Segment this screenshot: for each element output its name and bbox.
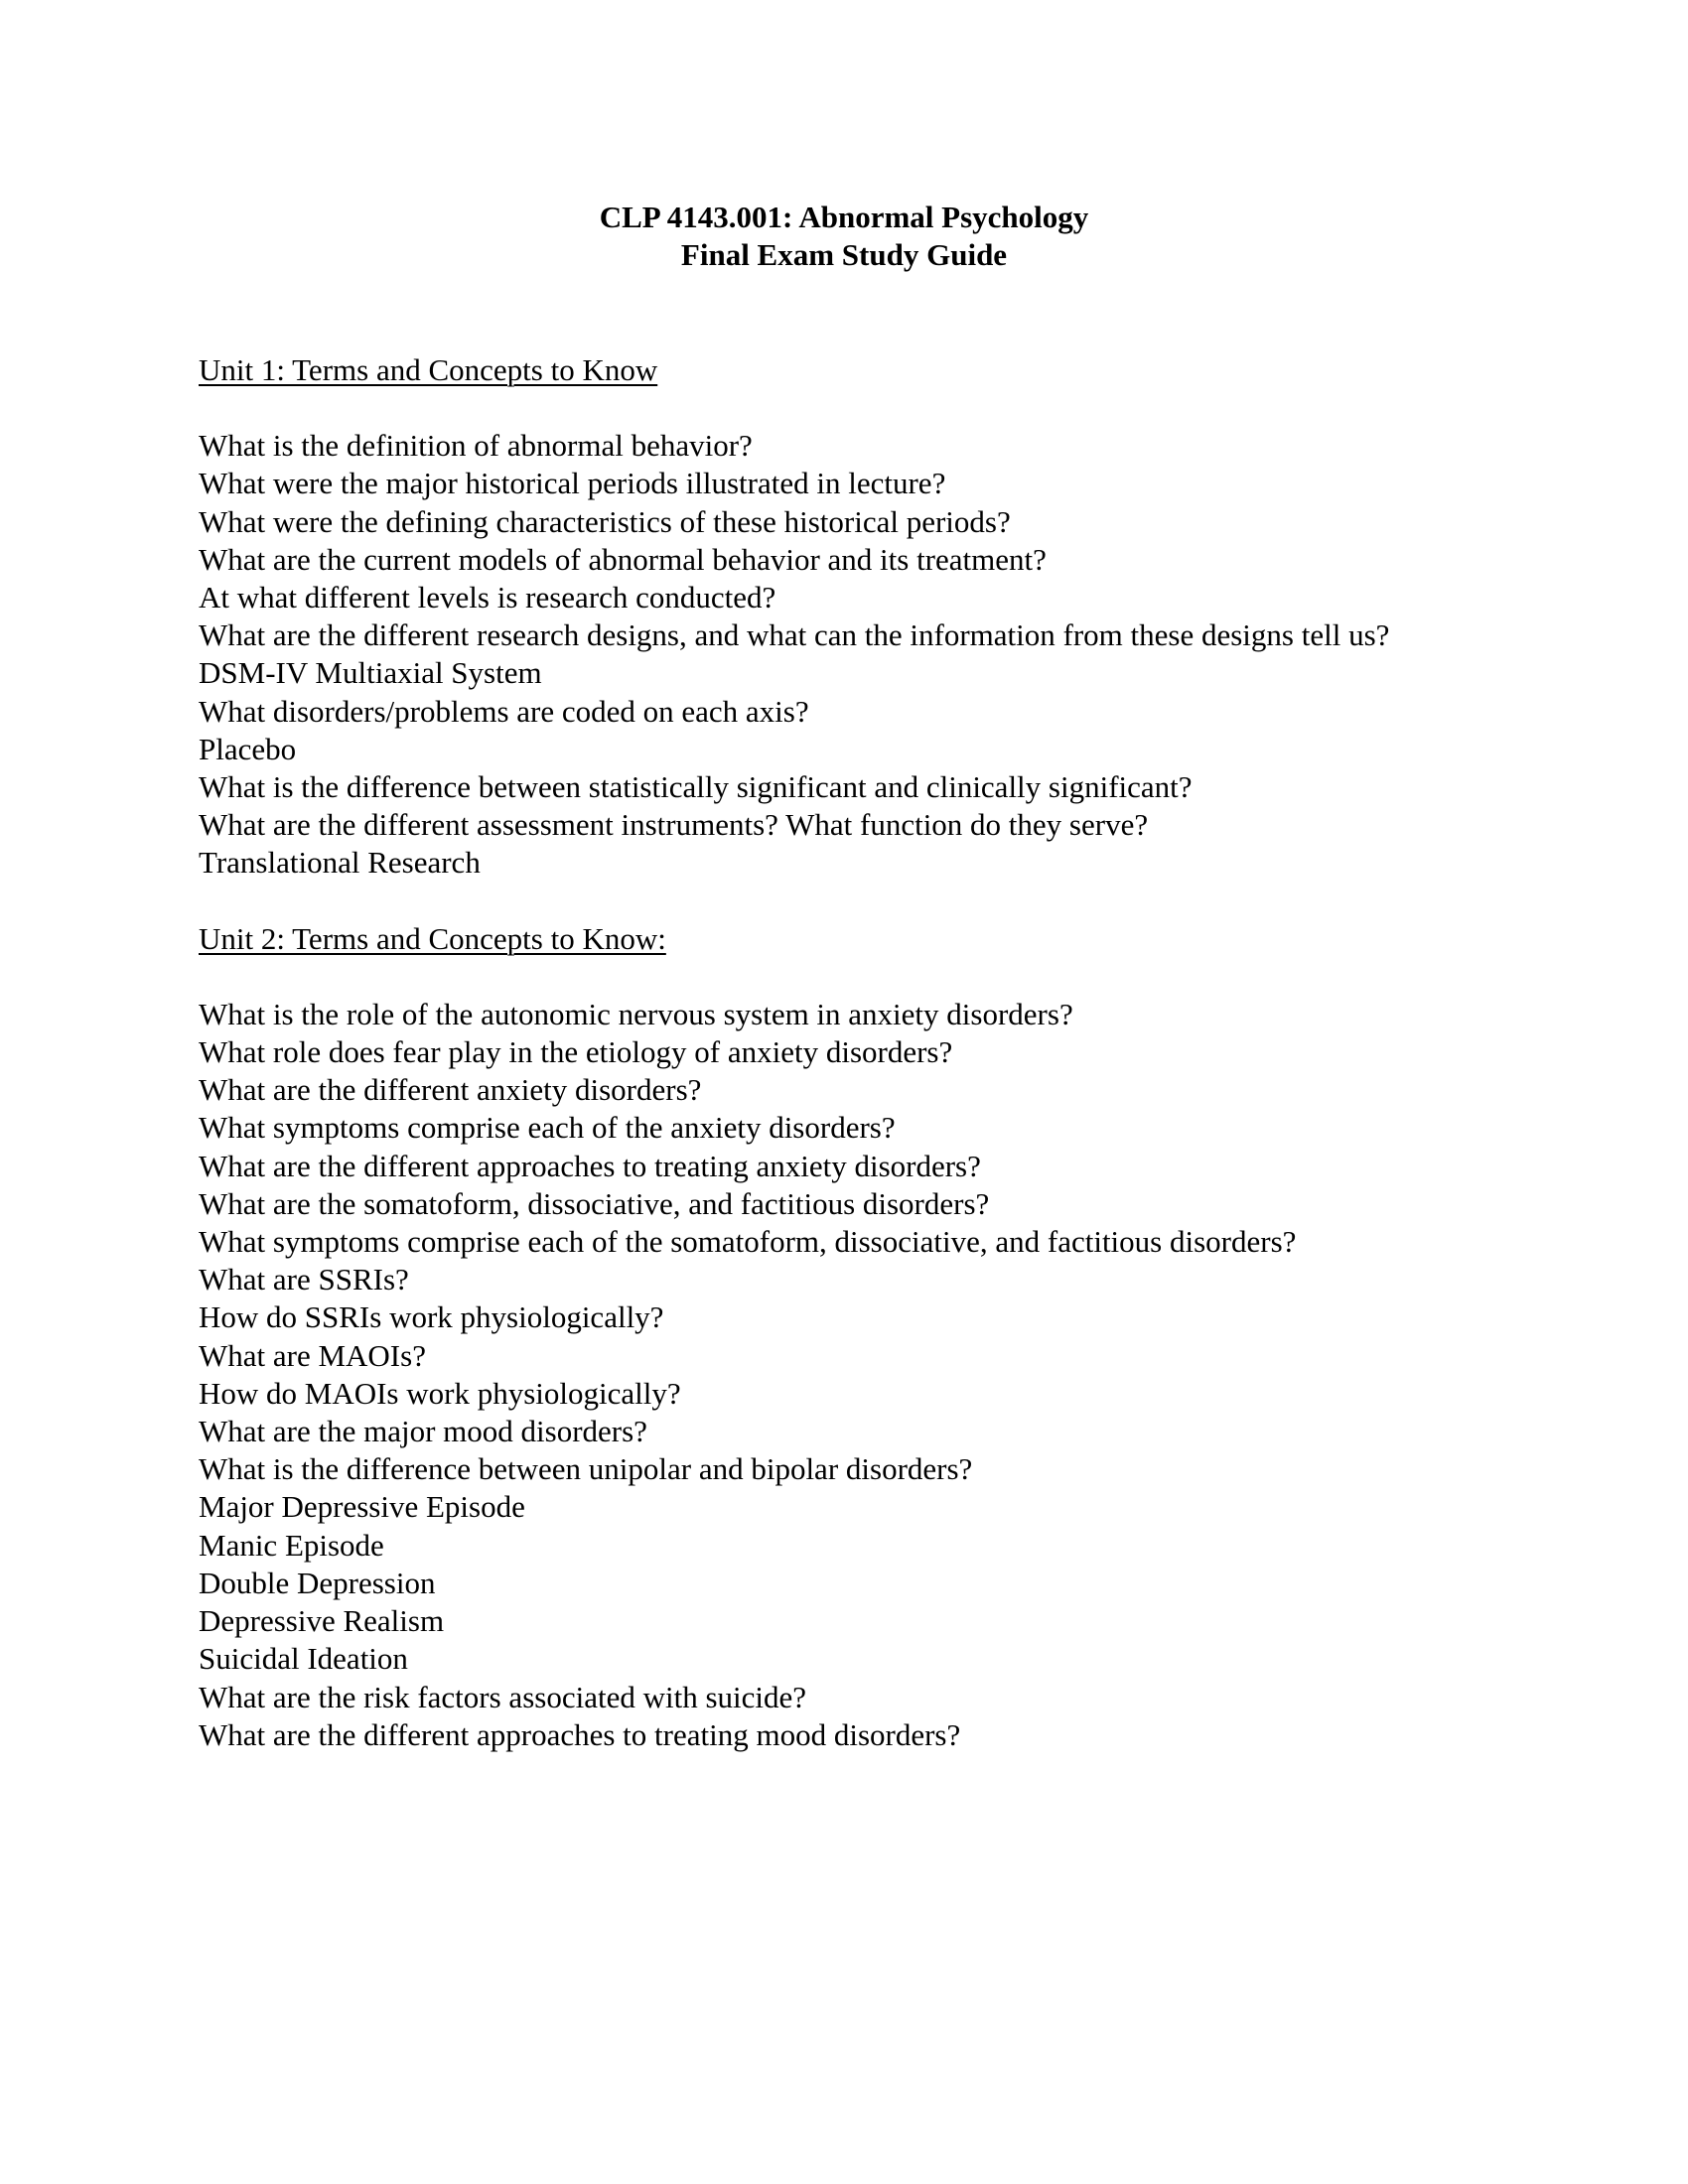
study-guide-item: What role does fear play in the etiology of anxiety disorders?	[199, 1034, 953, 1070]
study-guide-item: What disorders/problems are coded on each axis?	[199, 693, 809, 729]
study-guide-item: What are SSRIs?	[199, 1262, 409, 1297]
study-guide-item: What symptoms comprise each of the anxiety disorders?	[199, 1110, 896, 1146]
course-title: CLP 4143.001: Abnormal Psychology	[599, 200, 1089, 234]
study-guide-item: What are the risk factors associated with suicide?	[199, 1679, 807, 1714]
study-guide-item: What are the different research designs, and what can the information from these designs tell us?	[199, 617, 1390, 653]
study-guide-item: Placebo	[199, 731, 297, 766]
study-guide-item: How do SSRIs work physiologically?	[199, 1299, 664, 1335]
study-guide-item: Depressive Realism	[199, 1603, 445, 1639]
study-guide-content	[199, 351, 1589, 1792]
study-guide-item: What are the different assessment instruments? What function do they serve?	[199, 807, 1149, 843]
unit-2-section	[199, 920, 1589, 1754]
unit-1-heading: Unit 1: Terms and Concepts to Know	[199, 352, 658, 387]
study-guide-item: What is the difference between unipolar and bipolar disorders?	[199, 1451, 973, 1487]
study-guide-item: What are the different approaches to treating mood disorders?	[199, 1716, 961, 1752]
study-guide-item: DSM-IV Multiaxial System	[199, 655, 542, 691]
study-guide-item: Double Depression	[199, 1565, 436, 1600]
study-guide-item: What were the major historical periods illustrated in lecture?	[199, 466, 946, 501]
unit-1-section	[199, 351, 1589, 883]
unit-1-item-list	[199, 427, 1589, 882]
unit-2-heading: Unit 2: Terms and Concepts to Know:	[199, 920, 666, 956]
study-guide-item: What is the definition of abnormal behavior?	[199, 428, 753, 464]
unit-2-item-list	[199, 996, 1589, 1754]
study-guide-item: What is the role of the autonomic nervous system in anxiety disorders?	[199, 996, 1073, 1031]
study-guide-item: Translational Research	[199, 845, 481, 881]
study-guide-item: What symptoms comprise each of the somatoform, dissociative, and factitious disorders?	[199, 1224, 1297, 1260]
study-guide-item: What are the somatoform, dissociative, and factitious disorders?	[199, 1185, 990, 1221]
study-guide-item: Major Depressive Episode	[199, 1489, 525, 1525]
study-guide-item: Manic Episode	[199, 1527, 384, 1563]
study-guide-item: What are MAOIs?	[199, 1337, 426, 1373]
document-header	[0, 199, 1688, 274]
study-guide-item: What are the current models of abnormal behavior and its treatment?	[199, 541, 1047, 577]
study-guide-item: What were the defining characteristics of these historical periods?	[199, 503, 1011, 539]
study-guide-item: What is the difference between statistically significant and clinically significant?	[199, 769, 1193, 805]
document-title: Final Exam Study Guide	[680, 237, 1008, 272]
study-guide-item: What are the major mood disorders?	[199, 1414, 647, 1449]
study-guide-item: What are the different anxiety disorders?	[199, 1072, 702, 1108]
study-guide-item: How do MAOIs work physiologically?	[199, 1375, 681, 1411]
study-guide-item: Suicidal Ideation	[199, 1641, 408, 1677]
study-guide-item: At what different levels is research conducted?	[199, 580, 776, 615]
study-guide-item: What are the different approaches to treating anxiety disorders?	[199, 1148, 981, 1183]
